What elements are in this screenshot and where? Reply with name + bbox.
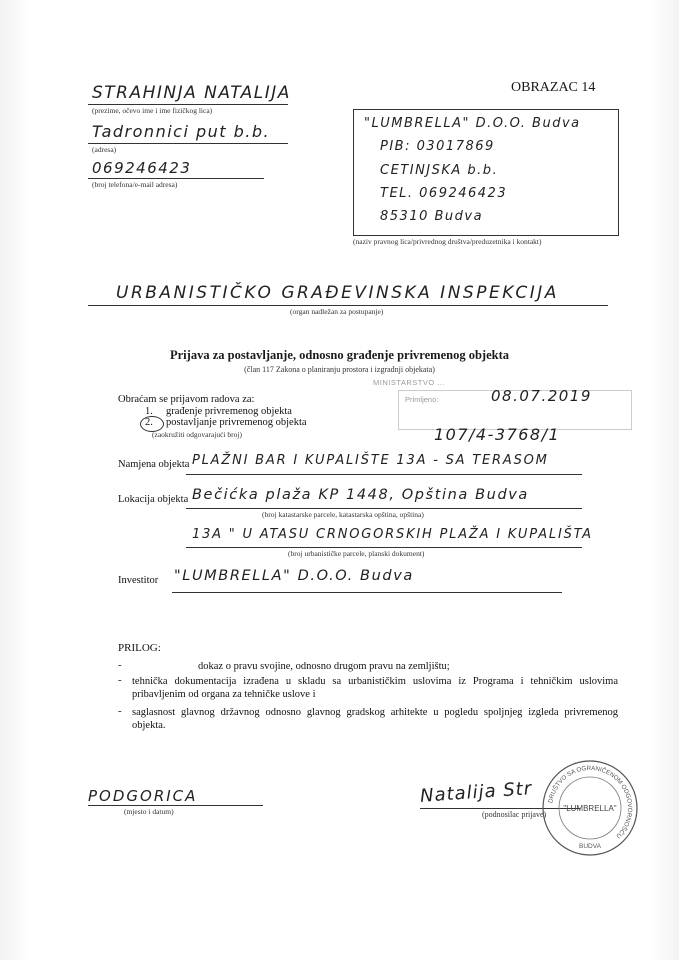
lokacija-line [186, 508, 582, 509]
prilog-item-2: tehnička dokumentacija izrađena u skladu sa urbanističkim uslovima iz Programa i tehničkim uslovima pribavljenim od organa za tehničke uslove i [132, 676, 618, 700]
applicant-phone-line [88, 178, 264, 179]
company-caption: (naziv pravnog lica/privrednog društva/preduzetnika i kontakt) [353, 237, 542, 246]
seal-center-text: "LUMBRELLA" [563, 804, 617, 813]
option-2-num: 2. [145, 417, 153, 428]
stamp-label: Primljeno: [405, 395, 439, 404]
applicant-address-caption: (adresa) [92, 145, 117, 154]
request-hint: (zaokružiti odgovarajući broj) [152, 430, 242, 439]
prilog-dash-2: - [118, 674, 122, 686]
company-line-5: 85310 Budva [380, 209, 484, 224]
prilog-heading: PRILOG: [118, 642, 161, 654]
seal-bottom-text: BUDVA [579, 843, 601, 850]
lokacija-label: Lokacija objekta [118, 494, 189, 505]
urb-value: 13A " U ATASU CRNOGORSKIH PLAŽA I KUPALIŠTA [192, 527, 593, 542]
signer-caption: (podnosilac prijave) [482, 810, 547, 819]
authority-line [88, 305, 608, 306]
company-box [353, 109, 619, 236]
reception-stamp [398, 387, 632, 430]
place-line [88, 805, 263, 806]
option-1-text: građenje privremenog objekta [166, 406, 292, 417]
applicant-phone: 069246423 [92, 159, 192, 177]
investitor-label: Investitor [118, 575, 159, 586]
applicant-address: Tadronnici put b.b. [92, 122, 271, 141]
stamp-header: MINISTARSTVO ... [373, 378, 446, 387]
prilog-item-1: dokaz o pravu svojine, odnosno drugom pravu na zemljištu; [198, 661, 450, 672]
investitor-line [172, 592, 562, 593]
company-line-3: CETINJSKA b.b. [380, 163, 499, 178]
company-line-1: "LUMBRELLA" D.O.O. Budva [364, 116, 581, 131]
namjena-label: Namjena objekta [118, 459, 190, 470]
option-1-num: 1. [145, 406, 153, 417]
company-line-2: PIB: 03017869 [380, 139, 495, 154]
applicant-name-caption: (prezime, očevo ime i ime fizičkog lica) [92, 106, 213, 115]
lokacija-caption: (broj katastarske parcele, katastarska opština, opština) [262, 510, 424, 519]
lokacija-value: Bečićka plaža KP 1448, Opština Budva [192, 487, 529, 503]
namjena-value: PLAŽNI BAR I KUPALIŠTE 13A - SA TERASOM [192, 453, 549, 468]
stamp-number: 107/4-3768/1 [434, 425, 561, 444]
urb-caption: (broj urbanističke parcele, planski dokument) [288, 549, 425, 558]
applicant-address-line [88, 143, 288, 144]
seal-outer-path: DRUŠTVO SA OGRANIČENOM ODGOVORNOŠĆU [547, 764, 634, 840]
prilog-item-3: saglasnost glavnog državnog odnosno glavnog gradskog arhitekte u pogledu spoljnjeg izgleda privremenog objekta. [132, 707, 618, 731]
investitor-value: "LUMBRELLA" D.O.O. Budva [174, 568, 414, 584]
place-caption: (mjesto i datum) [124, 807, 174, 816]
company-seal [540, 758, 640, 858]
place-value: PODGORICA [88, 787, 198, 805]
form-number: OBRAZAC 14 [511, 80, 596, 95]
stamp-date: 08.07.2019 [491, 387, 592, 405]
applicant-phone-caption: (broj telefona/e-mail adresa) [92, 180, 178, 189]
authority-caption: (organ nadležan za postupanje) [290, 307, 384, 316]
namjena-line [186, 474, 582, 475]
seal-graphic [540, 758, 640, 858]
signature: Natalija Str [419, 778, 533, 807]
authority-value: URBANISTIČKO GRAĐEVINSKA INSPEKCIJA [116, 283, 559, 303]
applicant-name: STRAHINJA NATALIJA [92, 83, 291, 103]
prilog-dash-3: - [118, 705, 122, 717]
company-line-4: TEL. 069246423 [380, 186, 508, 201]
urb-line [186, 547, 582, 548]
document-subtitle: (član 117 Zakona o planiranju prostora i izgradnji objekata) [244, 365, 435, 374]
document-title: Prijava za postavljanje, odnosno građenje privremenog objekta [170, 348, 509, 362]
option-2-text: postavljanje privremenog objekta [166, 417, 307, 428]
prilog-dash-1: - [118, 659, 122, 671]
request-intro: Obraćam se prijavom radova za: [118, 394, 255, 405]
applicant-name-line [88, 104, 288, 105]
